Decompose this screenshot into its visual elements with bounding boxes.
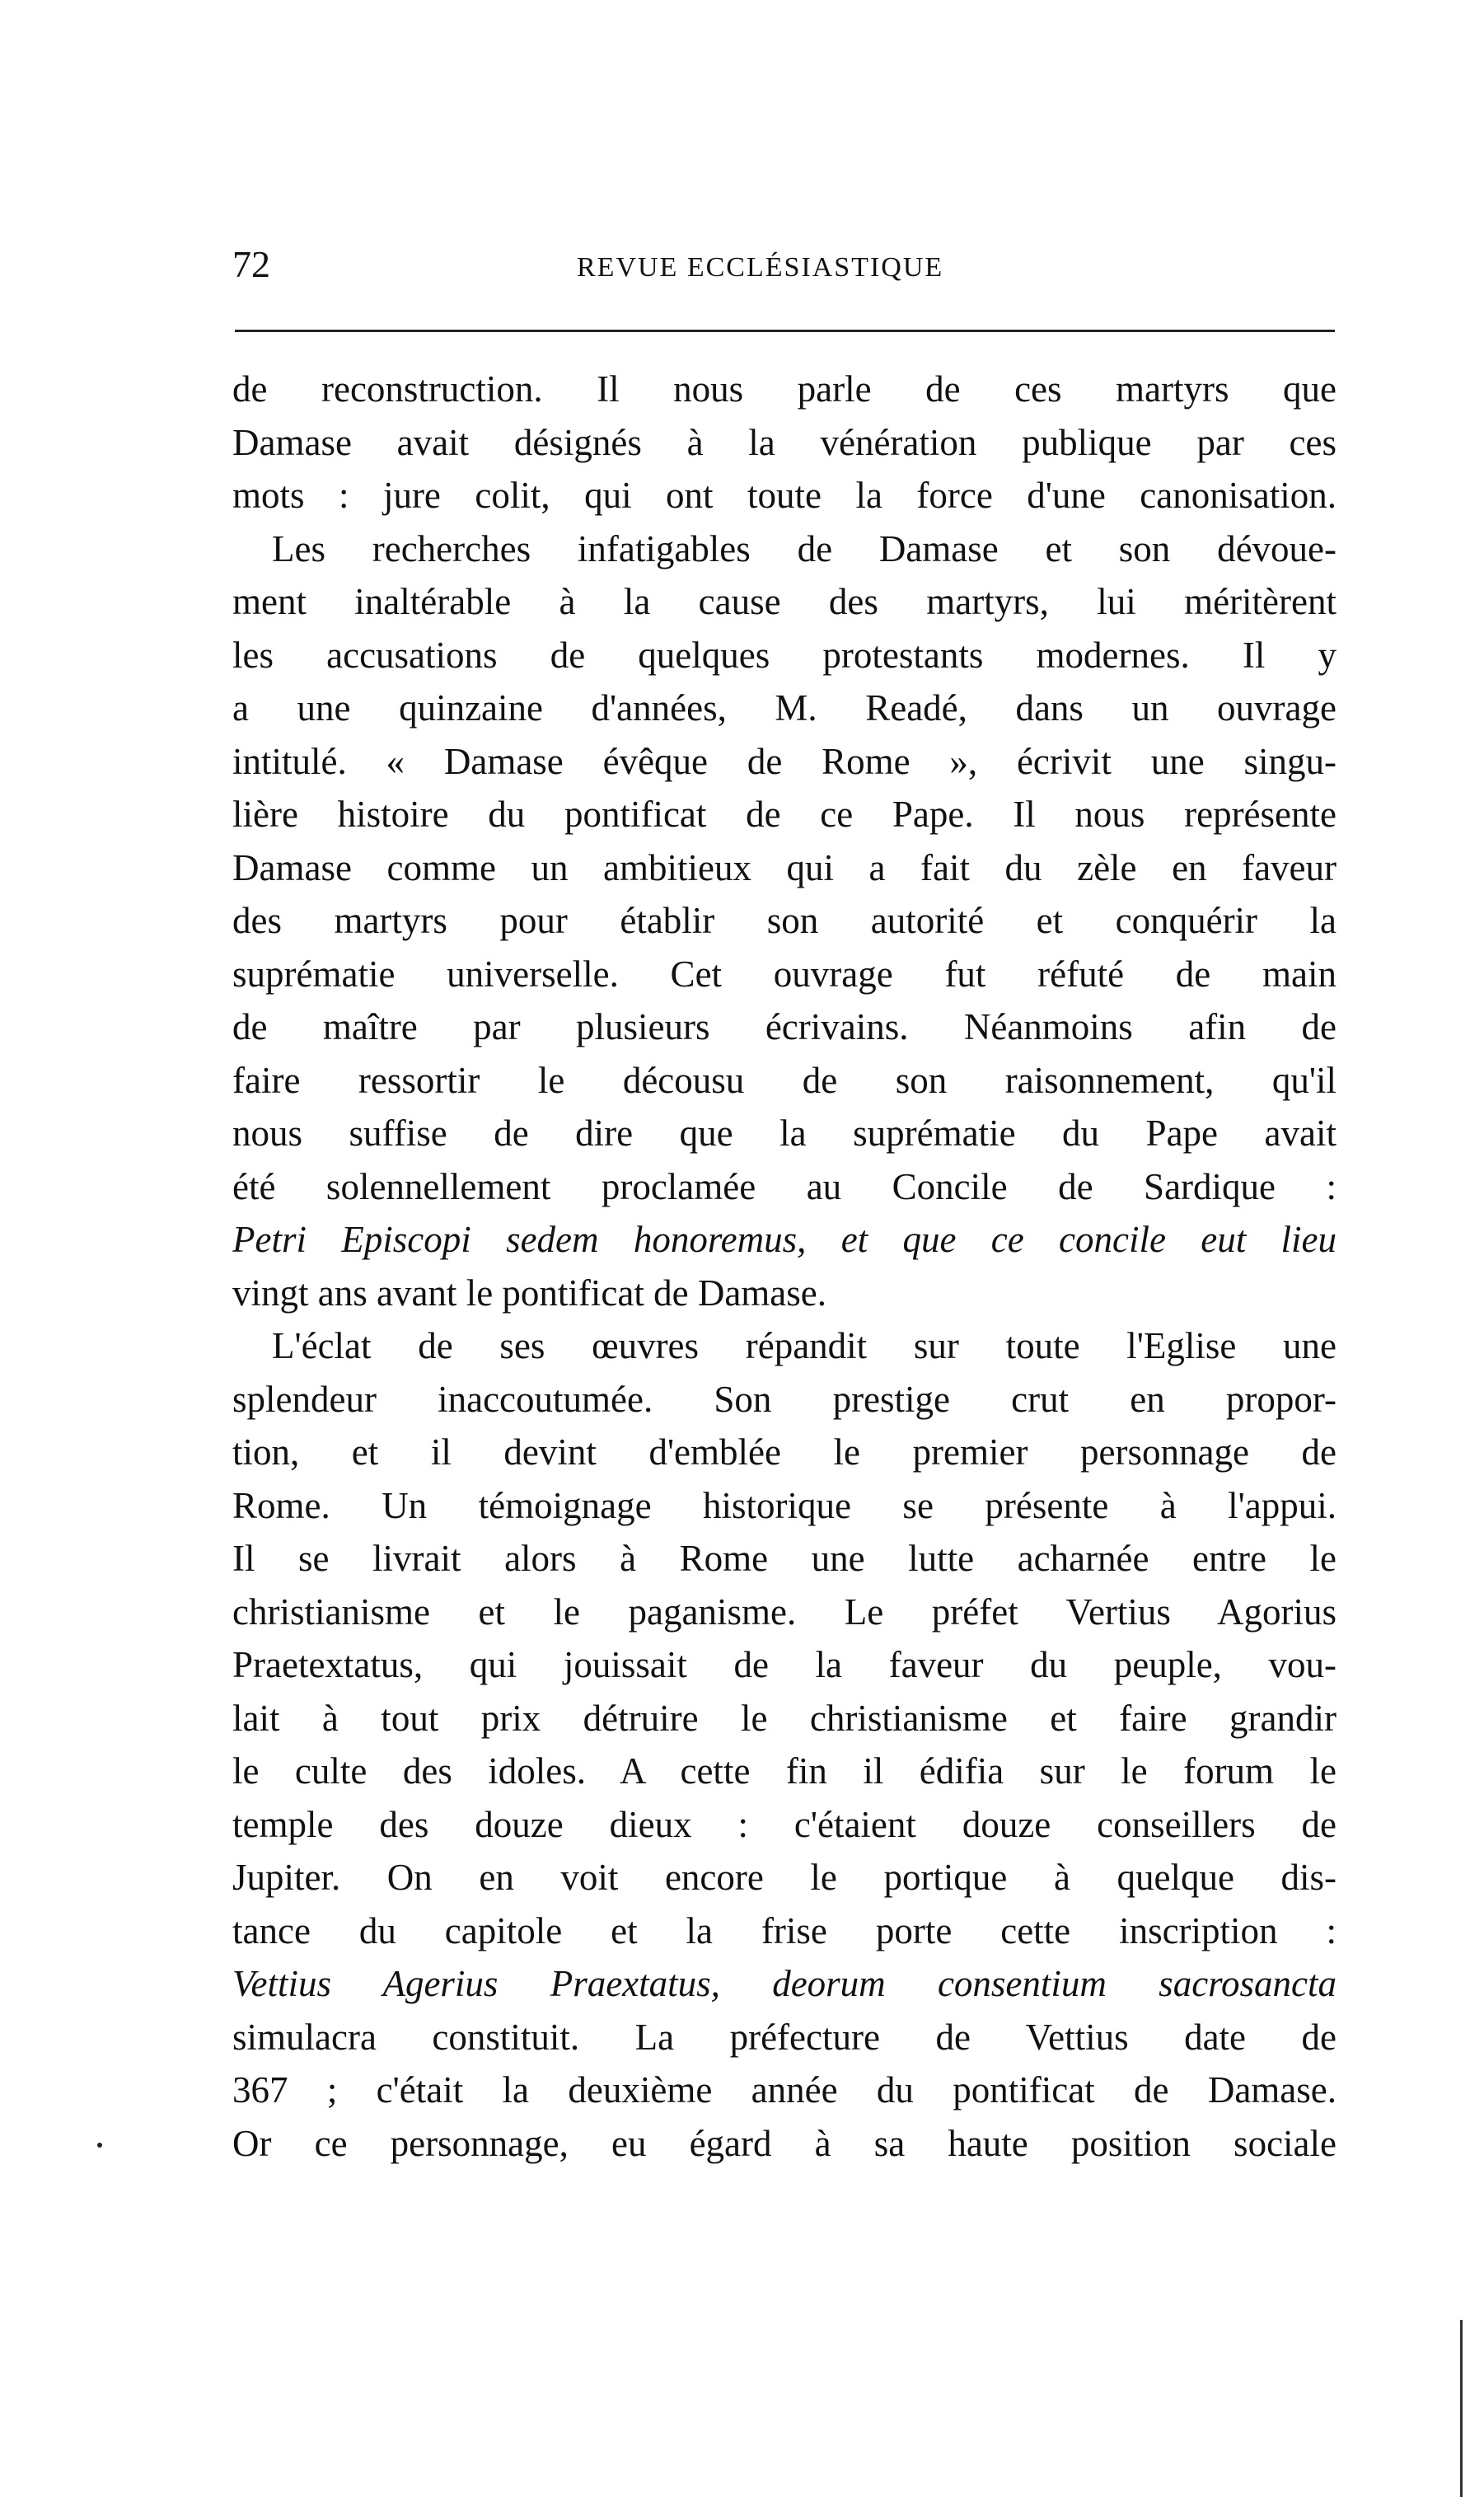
text-line: le culte des idoles. A cette fin il édifia sur le forum le — [232, 1750, 1337, 1792]
text-line: Il se livrait alors à Rome une lutte acharnée entre le — [232, 1538, 1337, 1579]
margin-line — [1460, 2320, 1463, 2497]
text-line: Rome. Un témoignage historique se présente à l'appui. — [232, 1484, 1337, 1526]
text-line: ment inaltérable à la cause des martyrs, lui méritèrent — [232, 581, 1337, 622]
stray-mark — [97, 2143, 102, 2148]
text-line: lière histoire du pontificat de ce Pape. Il nous représente — [232, 794, 1337, 835]
text-line: les accusations de quelques protestants modernes. Il y — [232, 634, 1337, 676]
text-line: Praetextatus, qui jouissait de la faveur du peuple, vou- — [232, 1644, 1337, 1685]
text-line: Damase avait désignés à la vénération publique par ces — [232, 421, 1337, 463]
text-line: Jupiter. On en voit encore le portique à quelque dis- — [232, 1857, 1337, 1898]
text-line: suprématie universelle. Cet ouvrage fut réfuté de main — [232, 953, 1337, 995]
text-line: lait à tout prix détruire le christianisme et faire grandir — [232, 1697, 1337, 1739]
text-line: mots : jure colit, qui ont toute la force d'une canonisation. — [232, 475, 1337, 516]
text-line: vingt ans avant le pontificat de Damase. — [232, 1272, 827, 1314]
page-number: 72 — [232, 243, 270, 285]
text-line: 367 ; c'était la deuxième année du pontificat de Damase. — [232, 2069, 1337, 2111]
text-line: a une quinzaine d'années, M. Readé, dans un ouvrage — [232, 687, 1337, 728]
text-line: christianisme et le paganisme. Le préfet Vertius Agorius — [232, 1590, 1337, 1633]
header-rule — [235, 330, 1335, 332]
text-line: splendeur inaccoutumée. Son prestige crut en propor- — [232, 1378, 1337, 1420]
text-line: tance du capitole et la frise porte cette inscription : — [232, 1909, 1337, 1951]
text-line: Les recherches infatigables de Damase et son dévoue- — [272, 527, 1337, 569]
text-line: Vettius Agerius Praextatus, deorum consentium sacrosancta — [232, 1963, 1337, 2004]
text-line: Or ce personnage, eu égard à sa haute position sociale — [232, 2122, 1337, 2164]
text-line: simulacra constituit. La préfecture de Vettius date de — [232, 2016, 1337, 2058]
text-line: temple des douze dieux : c'étaient douze conseillers de — [232, 1803, 1337, 1845]
body-text — [232, 363, 1337, 2170]
text-line: tion, et il devint d'emblée le premier personnage de — [232, 1431, 1337, 1473]
text-line: été solennellement proclamée au Concile de Sardique : — [232, 1165, 1337, 1207]
text-line: de reconstruction. Il nous parle de ces martyrs que — [232, 368, 1337, 410]
text-line: nous suffise de dire que la suprématie du Pape avait — [232, 1113, 1337, 1154]
text-line: Damase comme un ambitieux qui a fait du zèle en faveur — [232, 846, 1337, 888]
text-line: faire ressortir le décousu de son raisonnement, qu'il — [232, 1059, 1337, 1101]
text-line: L'éclat de ses œuvres répandit sur toute l'Eglise une — [272, 1325, 1337, 1366]
text-line: des martyrs pour établir son autorité et conquérir la — [232, 900, 1337, 941]
text-line: intitulé. « Damase évêque de Rome », écrivit une singu- — [232, 740, 1337, 782]
running-head: REVUE ECCLÉSIASTIQUE — [577, 252, 944, 283]
text-line: de maître par plusieurs écrivains. Néanmoins afin de — [232, 1006, 1337, 1047]
text-line: Petri Episcopi sedem honoremus, et que ce concile eut lieu — [232, 1219, 1337, 1260]
